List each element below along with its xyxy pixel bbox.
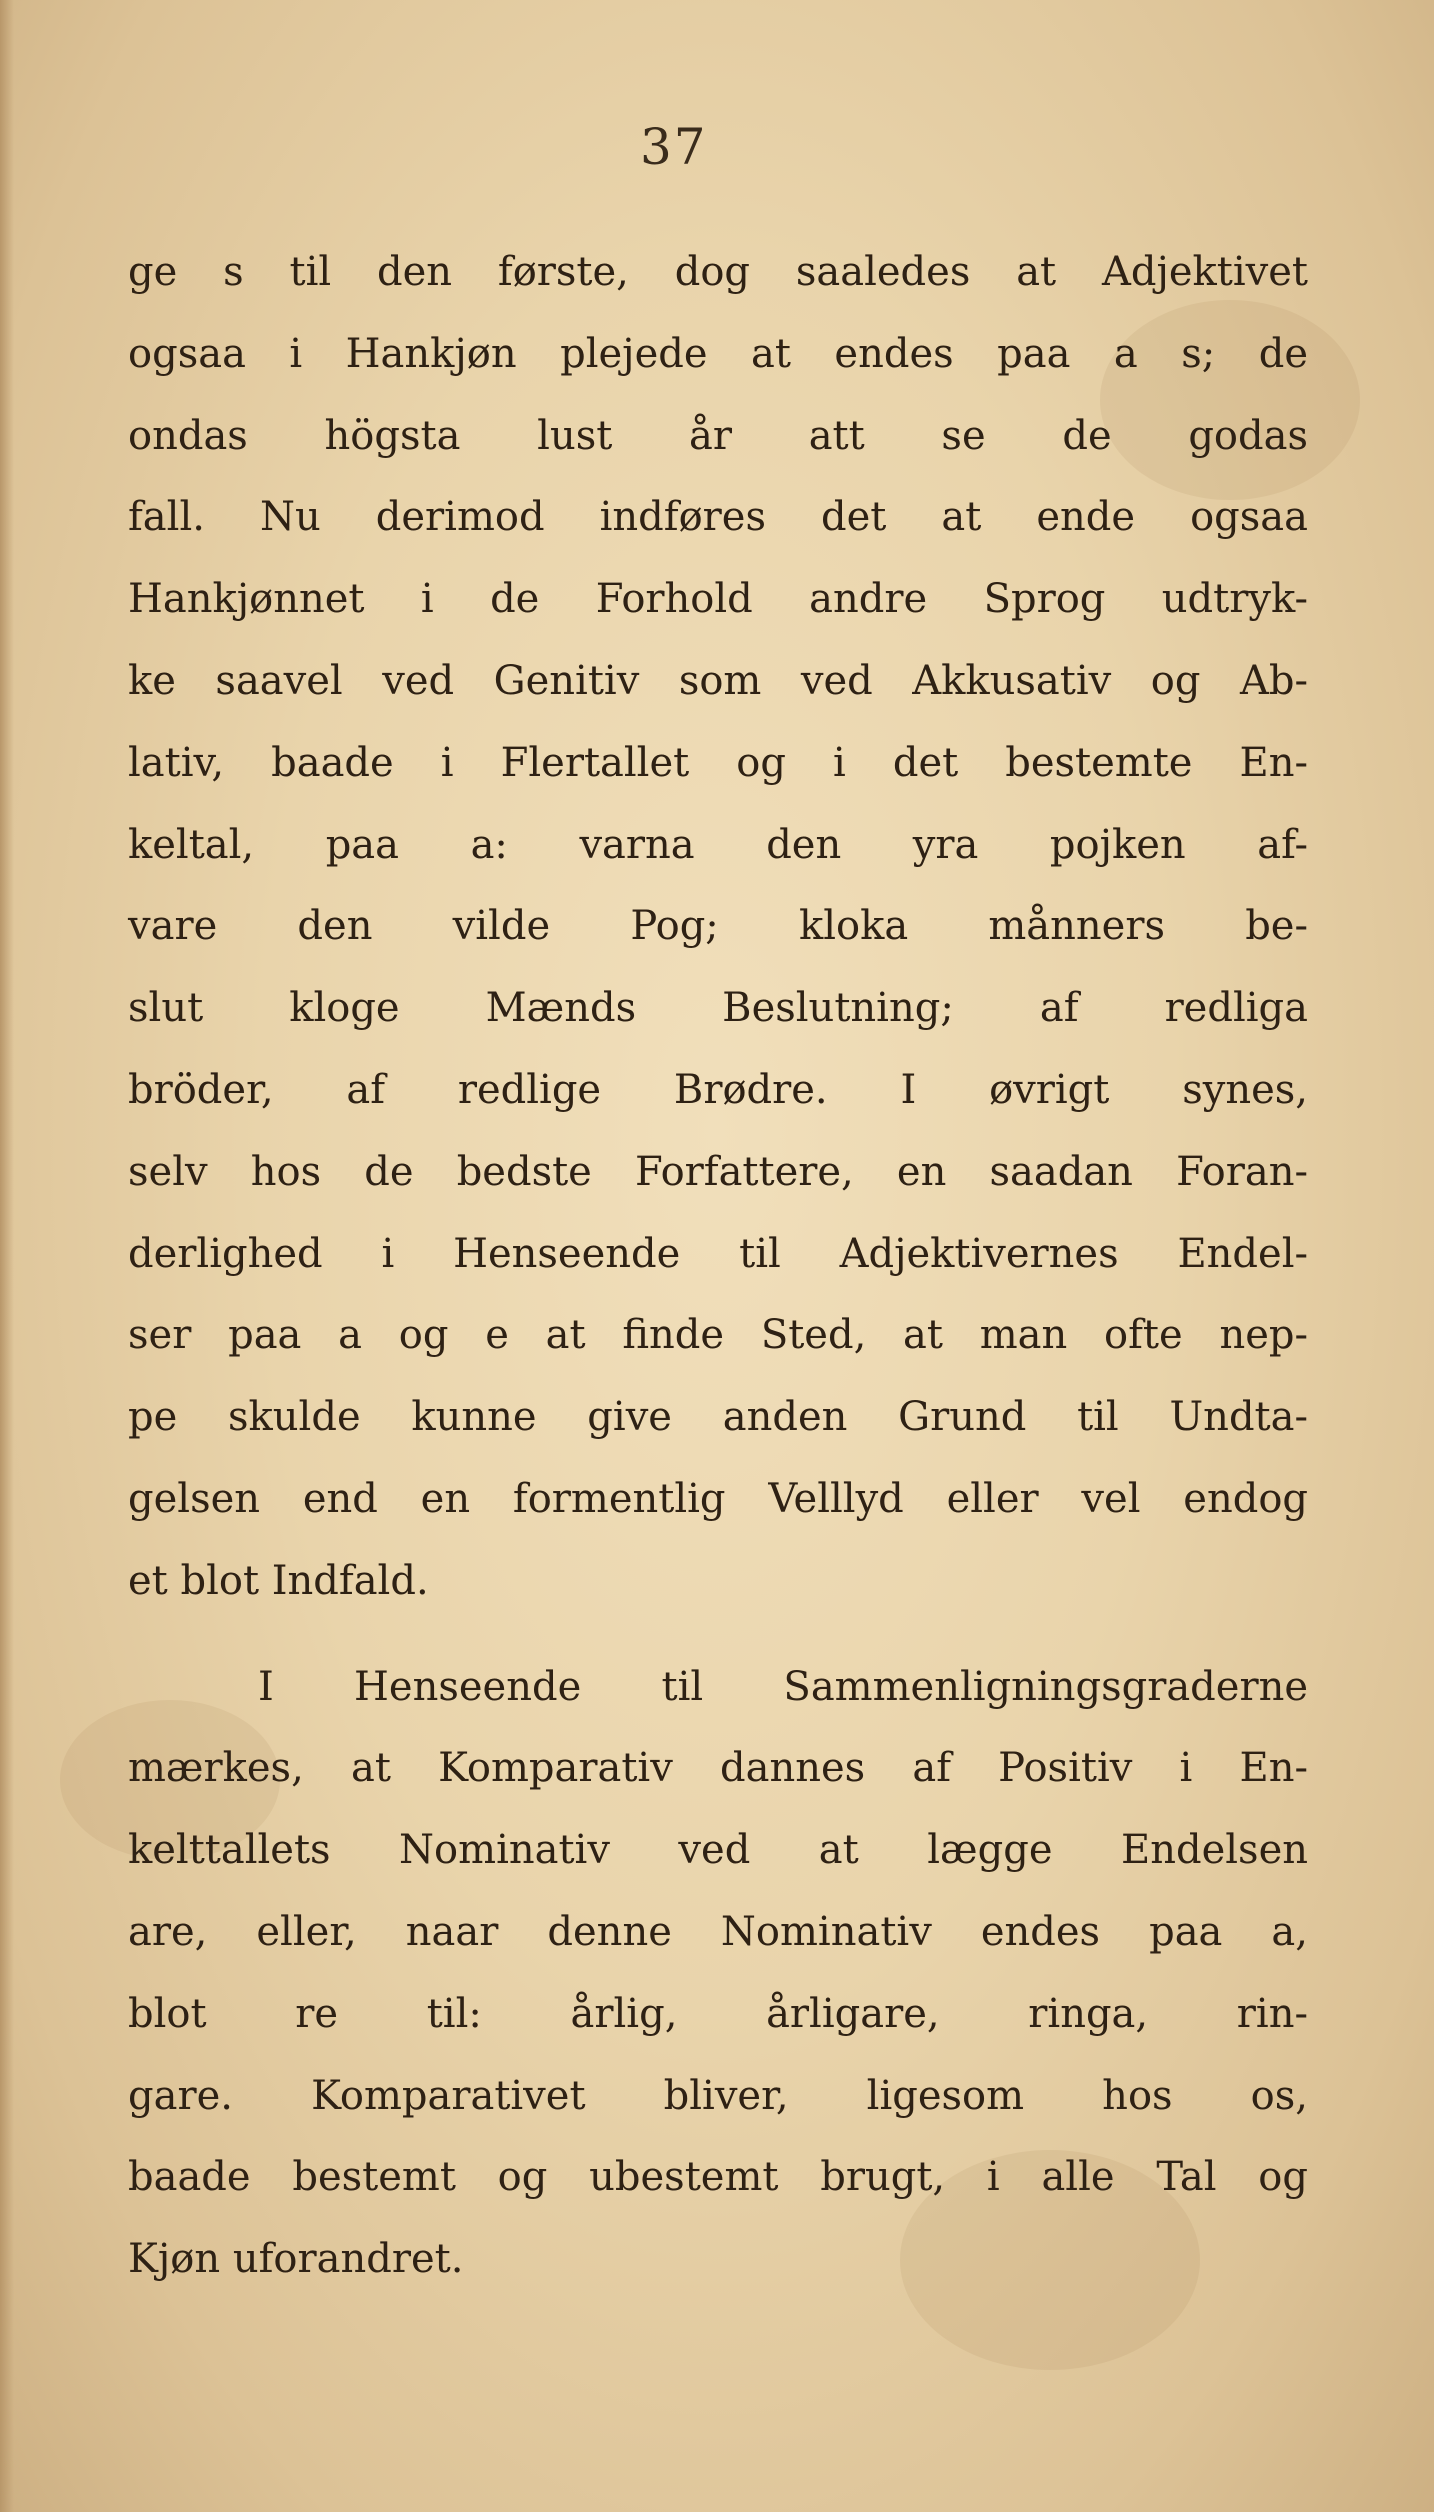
text-line: selv hos de bedste Forfattere, en saadan Foran- (128, 1148, 1308, 1195)
text-line: Hankjønnet i de Forhold andre Sprog udtryk- (128, 576, 1308, 623)
page-number: 37 (640, 118, 708, 176)
text-line: ke saavel ved Genitiv som ved Akkusativ og Ab- (128, 657, 1308, 704)
text-line: ge s til den første, dog saaledes at Adjektivet (128, 249, 1308, 295)
text-line: ser paa a og e at finde Sted, at man ofte nep- (128, 1312, 1308, 1359)
text-line: vare den vilde Pog; kloka månners be- (128, 903, 1308, 950)
text-line: slut kloge Mænds Beslutning; af redliga (128, 985, 1308, 1032)
text-line: pe skulde kunne give anden Grund til Undta- (128, 1394, 1308, 1441)
text-line: I Henseende til Sammenligningsgraderne (258, 1663, 1308, 1710)
text-line: mærkes, at Komparativ dannes af Positiv i En- (128, 1745, 1308, 1792)
text-line: baade bestemt og ubestemt brugt, i alle Tal og (128, 2154, 1308, 2201)
text-line: ogsaa i Hankjøn plejede at endes paa a s; de (128, 330, 1308, 377)
text-line: kelttallets Nominativ ved at lægge Endelsen (128, 1827, 1308, 1874)
text-line: derlighed i Henseende til Adjektivernes Endel- (128, 1230, 1308, 1277)
text-line: gare. Komparativet bliver, ligesom hos os, (128, 2072, 1308, 2119)
text-line: bröder, af redlige Brødre. I øvrigt synes, (128, 1066, 1308, 1113)
text-line: Kjøn uforandret. (128, 2236, 464, 2283)
text-line: are, eller, naar denne Nominativ endes paa a, (128, 1908, 1308, 1955)
text-line: blot re til: årlig, årligare, ringa, rin- (128, 1990, 1308, 2037)
text-line: fall. Nu derimod indføres det at ende ogsaa (128, 494, 1308, 541)
page-text (128, 232, 1308, 2301)
paragraph-1 (128, 232, 1308, 1623)
paragraph-2 (128, 1647, 1308, 2301)
text-line: et blot Indfald. (128, 1557, 429, 1604)
text-line: ondas högsta lust år att se de godas (128, 412, 1308, 459)
text-line: lativ, baade i Flertallet og i det bestemte En- (128, 739, 1308, 786)
text-line: keltal, paa a: varna den yra pojken af- (128, 821, 1308, 868)
text-line: gelsen end en formentlig Velllyd eller vel endog (128, 1475, 1308, 1522)
